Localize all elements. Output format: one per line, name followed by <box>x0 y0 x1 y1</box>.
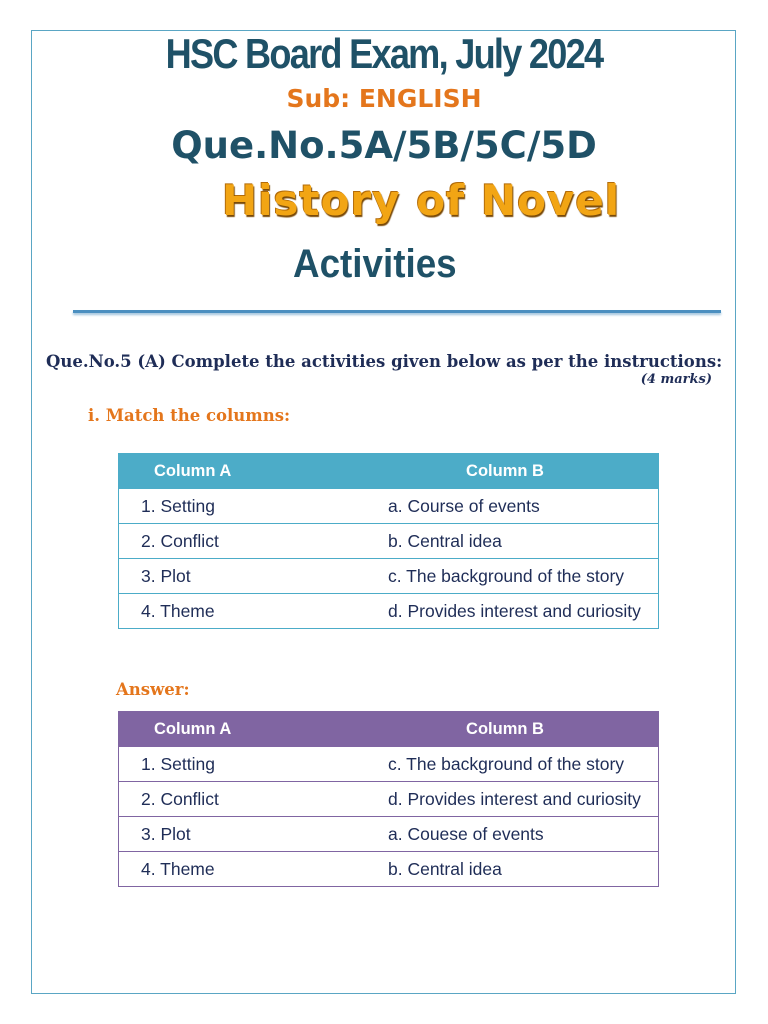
column-b-cell: c. The background of the story <box>352 559 659 594</box>
column-a-cell: 3. Plot <box>119 559 353 594</box>
question-text: Que.No.5 (A) Complete the activities given below as per the instructions: <box>46 352 723 371</box>
subpart-label: i. Match the columns: <box>88 406 291 425</box>
divider <box>73 310 721 313</box>
column-b-header: Column B <box>352 712 659 747</box>
table-row <box>119 594 659 629</box>
table-header-row <box>119 454 659 489</box>
table-row <box>119 852 659 887</box>
answer-label: Answer: <box>116 680 190 699</box>
column-a-header: Column A <box>119 454 353 489</box>
table-row <box>119 747 659 782</box>
table-row <box>119 782 659 817</box>
table-row <box>119 559 659 594</box>
column-b-cell: d. Provides interest and curiosity <box>352 782 659 817</box>
match-table <box>118 453 659 629</box>
column-a-cell: 2. Conflict <box>119 524 353 559</box>
question-range: Que.No.5A/5B/5C/5D <box>171 124 597 167</box>
table-row <box>119 489 659 524</box>
marks-label: (4 marks) <box>640 372 712 387</box>
column-b-cell: b. Central idea <box>352 524 659 559</box>
column-a-cell: 2. Conflict <box>119 782 353 817</box>
column-b-cell: c. The background of the story <box>352 747 659 782</box>
column-a-cell: 1. Setting <box>119 489 353 524</box>
column-b-cell: d. Provides interest and curiosity <box>352 594 659 629</box>
answer-table <box>118 711 659 887</box>
column-a-cell: 3. Plot <box>119 817 353 852</box>
column-b-cell: a. Couese of events <box>352 817 659 852</box>
column-a-cell: 4. Theme <box>119 594 353 629</box>
column-b-cell: b. Central idea <box>352 852 659 887</box>
subject-label: Sub: ENGLISH <box>286 84 482 113</box>
column-a-header: Column A <box>119 712 353 747</box>
column-b-header: Column B <box>352 454 659 489</box>
topic-title: History of Novel <box>222 176 621 225</box>
section-title: Activities <box>293 242 457 286</box>
column-a-cell: 1. Setting <box>119 747 353 782</box>
column-b-cell: a. Course of events <box>352 489 659 524</box>
column-a-cell: 4. Theme <box>119 852 353 887</box>
table-header-row <box>119 712 659 747</box>
page-title: HSC Board Exam, July 2024 <box>165 30 603 77</box>
table-row <box>119 524 659 559</box>
table-row <box>119 817 659 852</box>
